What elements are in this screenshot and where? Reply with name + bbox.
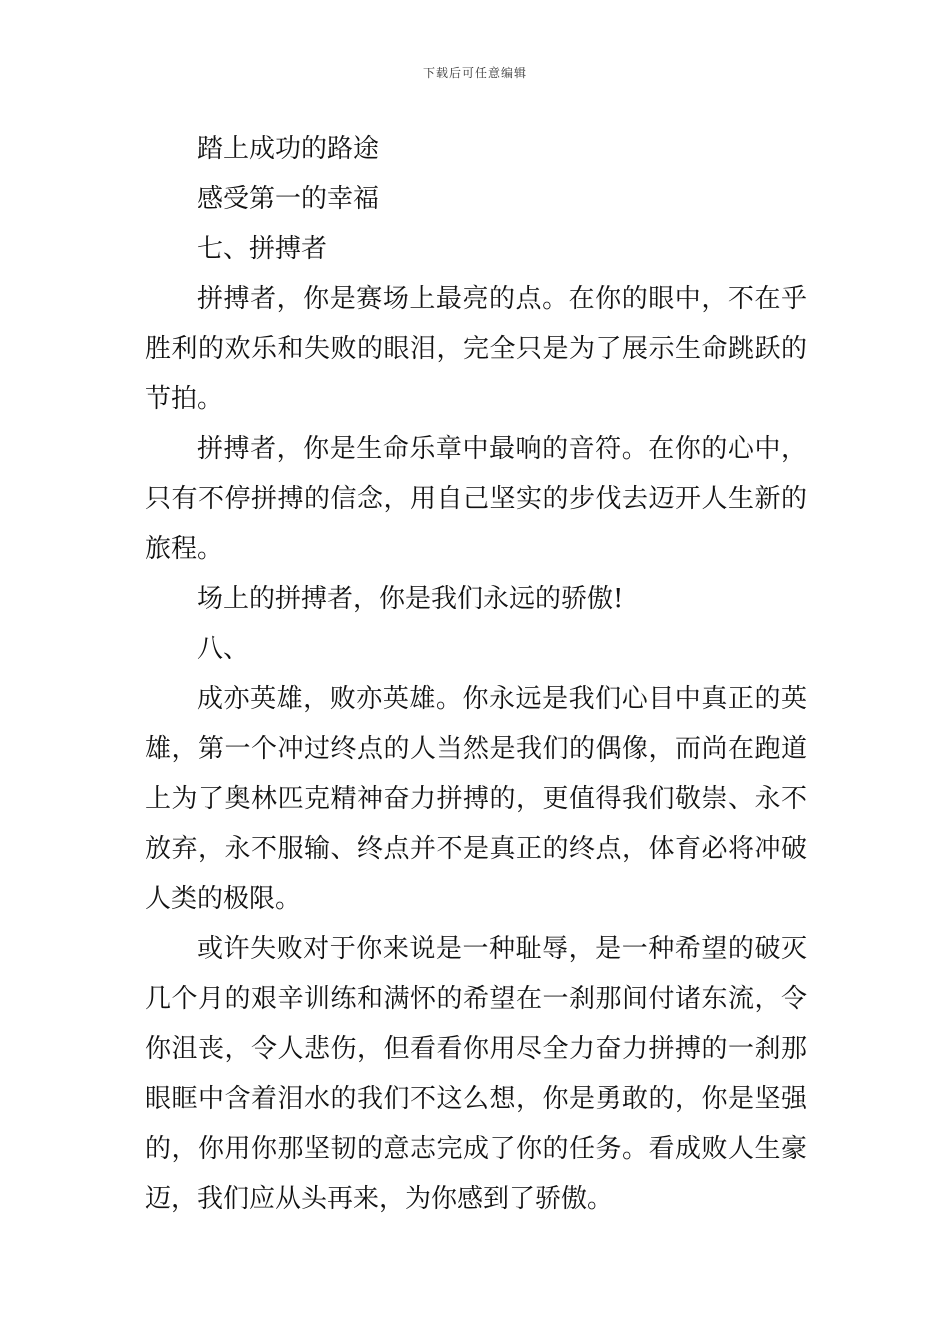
paragraph-line: 场上的拼搏者，你是我们永远的骄傲! bbox=[197, 584, 624, 614]
paragraph-line: 几个月的艰辛训练和满怀的希望在一刹那间付诸东流，令 bbox=[145, 984, 807, 1014]
paragraph-line: 成亦英雄，败亦英雄。你永远是我们心目中真正的英 bbox=[197, 684, 807, 714]
paragraph-line: 人类的极限。 bbox=[145, 884, 302, 914]
document-body bbox=[145, 124, 807, 1224]
paragraph-line: 雄，第一个冲过终点的人当然是我们的偶像，而尚在跑道 bbox=[145, 734, 807, 764]
paragraph-line: 节拍。 bbox=[145, 384, 224, 414]
paragraph-line: 放弃，永不服输、终点并不是真正的终点，体育必将冲破 bbox=[145, 834, 807, 864]
paragraph-line: 迈，我们应从头再来，为你感到了骄傲。 bbox=[145, 1184, 614, 1214]
paragraph-line: 旅程。 bbox=[145, 534, 224, 564]
paragraph-line: 的，你用你那坚韧的意志完成了你的任务。看成败人生豪 bbox=[145, 1134, 807, 1164]
paragraph-line: 只有不停拼搏的信念，用自己坚实的步伐去迈开人生新的 bbox=[145, 484, 807, 514]
text-line: 踏上成功的路途 bbox=[197, 134, 380, 164]
page-header: 下载后可任意编辑 bbox=[422, 66, 527, 80]
paragraph-line: 拼搏者，你是赛场上最亮的点。在你的眼中，不在乎 bbox=[197, 284, 807, 314]
paragraph-line: 你沮丧，令人悲伤，但看看你用尽全力奋力拼搏的一刹那 bbox=[145, 1034, 807, 1064]
paragraph-line: 或许失败对于你来说是一种耻辱，是一种希望的破灭 bbox=[197, 934, 807, 964]
paragraph-line: 上为了奥林匹克精神奋力拼搏的，更值得我们敬崇、永不 bbox=[145, 784, 807, 814]
paragraph-line: 胜利的欢乐和失败的眼泪，完全只是为了展示生命跳跃的 bbox=[145, 334, 807, 364]
text-line: 感受第一的幸福 bbox=[197, 184, 380, 214]
section-heading: 八、 bbox=[197, 634, 250, 664]
paragraph-line: 拼搏者，你是生命乐章中最响的音符。在你的心中， bbox=[197, 434, 807, 464]
paragraph-line: 眼眶中含着泪水的我们不这么想，你是勇敢的，你是坚强 bbox=[145, 1084, 807, 1114]
section-heading: 七、拼搏者 bbox=[197, 234, 328, 264]
